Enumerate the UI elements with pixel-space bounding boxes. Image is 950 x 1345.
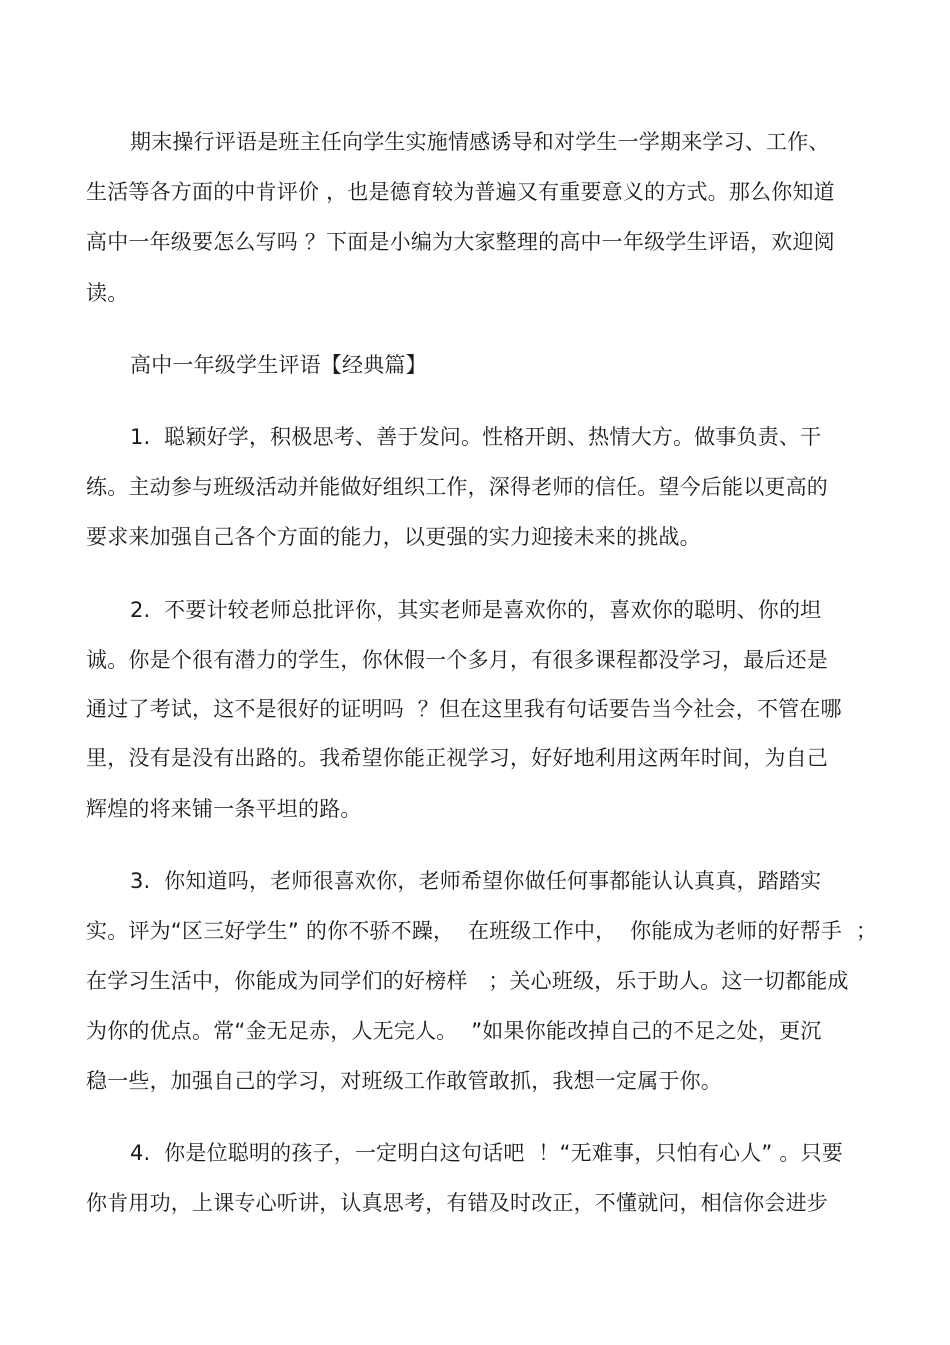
item-4-line-2: 你肯用功，上课专心听讲，认真思考，有错及时改正，不懂就问，相信你会进步 bbox=[86, 1191, 828, 1215]
item-1-line-3: 要求来加强自己各个方面的能力，以更强的实力迎接未来的挑战。 bbox=[86, 525, 701, 549]
item-3-line-5: 稳一些，加强自己的学习，对班级工作敢管敢抓，我想一定属于你。 bbox=[86, 1069, 722, 1093]
item-3-line-3: 在学习生活中，你能成为同学们的好榜样 ；关心班级，乐于助人。这一切都能成 bbox=[86, 969, 849, 993]
item-2-line-3: 通过了考试，这不是很好的证明吗 ？但在这里我有句话要告当今社会，不管在哪 bbox=[86, 697, 842, 721]
item-3-line-1: 3. 你知道吗，老师很喜欢你，老师希望你做任何事都能认认真真，踏踏实 bbox=[130, 869, 822, 893]
section-heading: 高中一年级学生评语【经典篇】 bbox=[130, 353, 427, 377]
item-3-line-2: 实。评为“区三好学生” 的你不骄不躁， 在班级工作中， 你能成为老师的好帮手 ； bbox=[86, 919, 878, 943]
item-3-line-4: 为你的优点。常“金无足赤，人无完人。 ”如果你能改掉自己的不足之处，更沉 bbox=[86, 1019, 822, 1043]
intro-line-1: 期末操行评语是班主任向学生实施情感诱导和对学生一学期来学习、工作、 bbox=[130, 130, 830, 154]
item-2-line-2: 诚。你是个很有潜力的学生，你休假一个多月，有很多课程都没学习，最后还是 bbox=[86, 648, 828, 672]
intro-line-4: 读。 bbox=[86, 281, 129, 305]
intro-line-3: 高中一年级要怎么写吗 ？下面是小编为大家整理的高中一年级学生评语，欢迎阅 bbox=[86, 230, 835, 254]
item-2-line-1: 2. 不要计较老师总批评你，其实老师是喜欢你的，喜欢你的聪明、你的坦 bbox=[130, 598, 822, 622]
item-1-line-1: 1. 聪颖好学，积极思考、善于发问。性格开朗、热情大方。做事负责、干 bbox=[130, 425, 822, 449]
intro-line-2: 生活等各方面的中肯评价 ，也是德育较为普遍又有重要意义的方式。那么你知道 bbox=[86, 180, 835, 204]
item-4-line-1: 4. 你是位聪明的孩子，一定明白这句话吧 ！“无难事，只怕有心人” 。只要 bbox=[130, 1141, 843, 1165]
item-2-line-5: 辉煌的将来铺一条平坦的路。 bbox=[86, 797, 362, 821]
item-1-line-2: 练。主动参与班级活动并能做好组织工作，深得老师的信任。望今后能以更高的 bbox=[86, 475, 828, 499]
item-2-line-4: 里，没有是没有出路的。我希望你能正视学习，好好地利用这两年时间，为自己 bbox=[86, 746, 828, 770]
